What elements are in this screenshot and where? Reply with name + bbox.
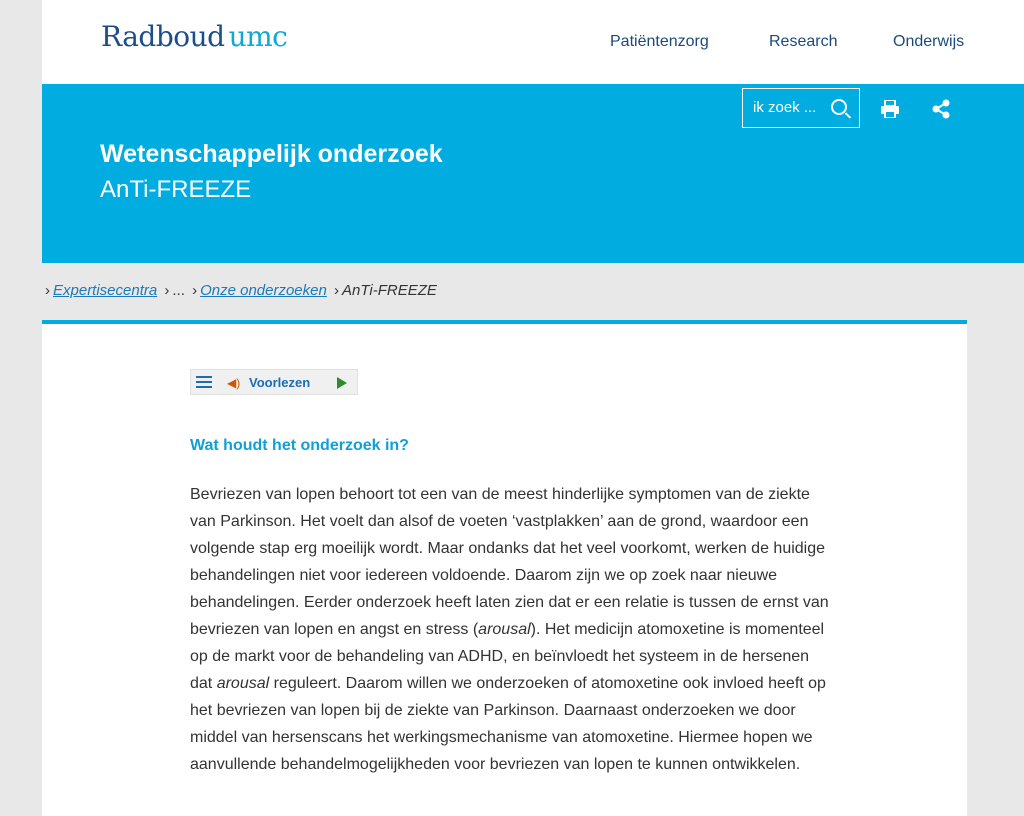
logo-part-umc: umc xyxy=(228,20,288,53)
menu-icon[interactable] xyxy=(196,376,212,388)
page-title: Wetenschappelijk onderzoek xyxy=(100,140,443,168)
search-box[interactable] xyxy=(742,88,860,128)
nav-research[interactable]: Research xyxy=(769,33,838,50)
breadcrumb-separator: › xyxy=(334,282,340,299)
paragraph-part: ). Het medicijn atomoxetine is momenteel op de markt voor de behandeling van ADHD, en beïnvloedt het systeem in de hersenen dat xyxy=(190,621,825,692)
breadcrumb-onze-onderzoeken[interactable]: Onze onderzoeken xyxy=(200,282,327,299)
page-subtitle: AnTi-FREEZE xyxy=(100,176,252,203)
search-placeholder: ik zoek ... xyxy=(753,99,817,116)
nav-patientenzorg[interactable]: Patiëntenzorg xyxy=(610,33,709,50)
read-aloud-toolbar xyxy=(190,369,358,395)
nav-onderwijs[interactable]: Onderwijs xyxy=(893,33,965,50)
read-aloud-button[interactable]: Voorlezen xyxy=(249,375,311,390)
speaker-icon[interactable]: ◀) xyxy=(227,376,241,390)
breadcrumb-separator: › xyxy=(45,282,50,299)
top-bar xyxy=(42,0,1024,84)
section-heading: Wat houdt het onderzoek in? xyxy=(190,437,409,454)
breadcrumb xyxy=(42,282,437,299)
search-icon[interactable] xyxy=(831,99,847,115)
breadcrumb-separator: › xyxy=(164,282,170,299)
print-icon[interactable] xyxy=(880,100,900,118)
breadcrumb-expertisecentra[interactable]: Expertisecentra xyxy=(53,282,158,299)
share-icon[interactable] xyxy=(932,99,950,119)
paragraph-emphasis: arousal xyxy=(216,675,270,692)
body-paragraph xyxy=(190,481,830,778)
breadcrumb-separator: › xyxy=(192,282,198,299)
breadcrumb-current: AnTi-FREEZE xyxy=(342,282,437,299)
paragraph-part: reguleert. Daarom willen we onderzoeken of atomoxetine ook invloed heeft op het bevriezen van lopen bij de ziekte van Parkinson. Daarnaast onderzoeken we door middel van hersenscans het werkingsmechanisme van atomoxetine. Hiermee hopen we aanvullende behandelmogelijkheden voor bevriezen van lopen te kunnen ontwikkelen. xyxy=(190,675,826,773)
paragraph-part: Bevriezen van lopen behoort tot een van de meest hinderlijke symptomen van de ziekte van Parkinson. Het voelt dan alsof de voeten ‘vastplakken’ aan de grond, waardoor een volgende stap erg moeilijk wordt. Maar ondanks dat het veel voorkomt, werken de huidige behandelingen niet voor iedereen voldoende. Daarom zijn we op zoek naar nieuwe behandelingen. Eerder onderzoek heeft laten zien dat er een relatie is tussen de ernst van bevriezen van lopen en angst en stress ( xyxy=(190,486,829,638)
play-icon[interactable] xyxy=(337,377,347,389)
hero-banner xyxy=(42,84,1024,263)
radboudumc-logo[interactable] xyxy=(101,20,287,53)
breadcrumb-ellipsis: ... xyxy=(172,282,185,299)
main-content xyxy=(42,320,967,816)
logo-part-radboud: Radboud xyxy=(101,20,225,53)
paragraph-emphasis: arousal xyxy=(478,621,531,638)
